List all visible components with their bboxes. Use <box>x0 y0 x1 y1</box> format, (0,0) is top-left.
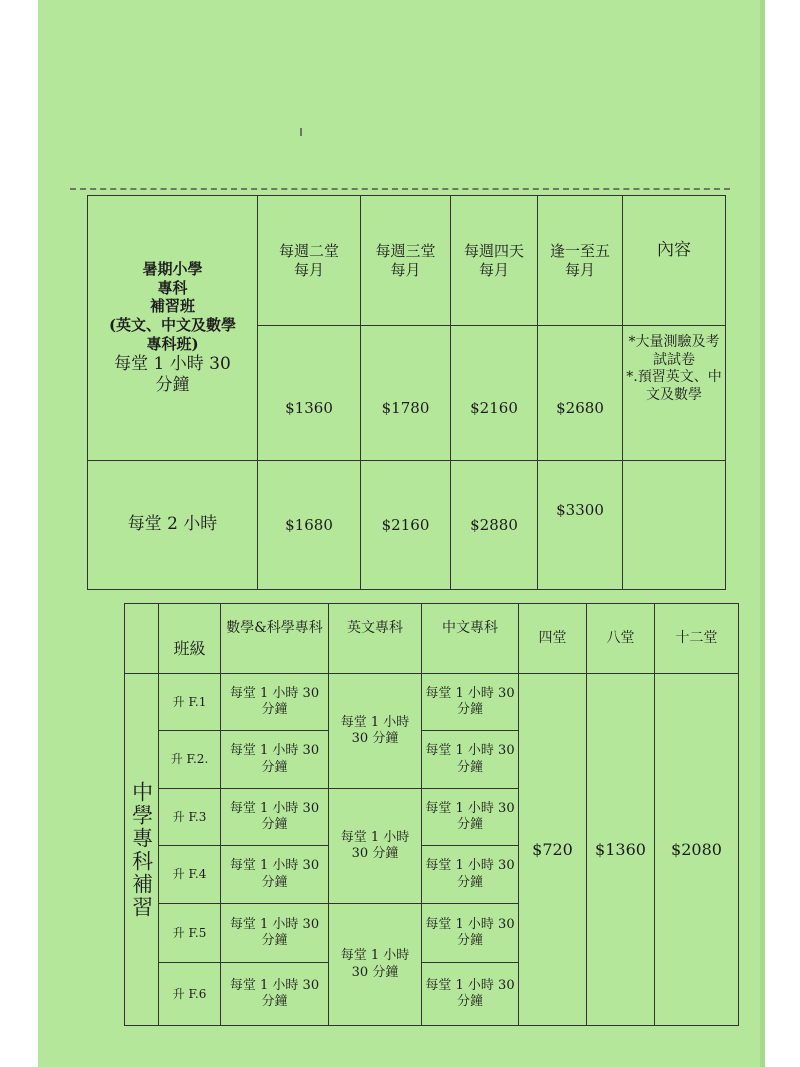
math-lesson-cell: 每堂 1 小時 30 分鐘 <box>221 789 329 846</box>
math-lesson-cell: 每堂 1 小時 30 分鐘 <box>221 904 329 963</box>
side-label <box>125 674 159 1026</box>
header-line: 每週三堂 <box>375 241 436 260</box>
chinese-lesson-cell: 每堂 1 小時 30 分鐘 <box>422 904 519 963</box>
header-line: 逢一至五 <box>549 241 610 260</box>
course-title-cell <box>88 196 258 461</box>
math-lesson-cell: 每堂 1 小時 30 分鐘 <box>221 731 329 789</box>
header-math-science: 數學&科學專科 <box>221 604 329 674</box>
course-title-line: 暑期小學 <box>142 259 203 278</box>
price-cell: $1780 <box>361 326 451 461</box>
price-twelve-lessons: $2080 <box>655 674 739 1026</box>
price-cell: $3300 <box>538 461 623 590</box>
english-lesson-cell: 每堂 1 小時 30 分鐘 <box>329 904 422 1026</box>
corner-cell <box>125 604 159 674</box>
header-line: 每月 <box>564 260 595 279</box>
header-four-lessons: 四堂 <box>519 604 587 674</box>
header-twice-weekly <box>258 196 361 326</box>
math-lesson-cell: 每堂 1 小時 30 分鐘 <box>221 963 329 1026</box>
pen-mark <box>300 128 302 136</box>
primary-summer-fee-table <box>87 195 726 590</box>
content-cell <box>623 326 726 461</box>
course-title-line: 補習班 <box>149 297 195 316</box>
header-line: 每月 <box>390 260 421 279</box>
price-cell: $2680 <box>538 326 623 461</box>
grade-cell: 升 F.1 <box>159 674 221 731</box>
math-lesson-cell: 每堂 1 小時 30 分鐘 <box>221 846 329 904</box>
dashed-cut-line <box>70 188 730 190</box>
grade-cell: 升 F.5 <box>159 904 221 963</box>
course-title-line: 專科班) <box>146 334 199 353</box>
header-eight-lessons: 八堂 <box>587 604 655 674</box>
header-twelve-lessons: 十二堂 <box>655 604 739 674</box>
grade-cell: 升 F.2. <box>159 731 221 789</box>
duration-row1-label: 每堂 1 小時 30 分鐘 <box>114 353 231 395</box>
side-label-text: 中學專科補習 <box>129 780 154 919</box>
grade-cell: 升 F.4 <box>159 846 221 904</box>
duration-row2-label: 每堂 2 小時 <box>88 461 258 590</box>
header-four-weekly <box>451 196 538 326</box>
chinese-lesson-cell: 每堂 1 小時 30 分鐘 <box>422 731 519 789</box>
math-lesson-cell: 每堂 1 小時 30 分鐘 <box>221 674 329 731</box>
header-line: 每週二堂 <box>278 241 339 260</box>
header-line: 每月 <box>478 260 509 279</box>
course-title-line: 專科 <box>157 278 188 297</box>
secondary-tutoring-fee-table <box>124 603 739 1026</box>
course-title-line: (英文、中文及數學 <box>108 316 237 335</box>
price-cell: $1680 <box>258 461 361 590</box>
header-three-weekly <box>361 196 451 326</box>
chinese-lesson-cell: 每堂 1 小時 30 分鐘 <box>422 963 519 1026</box>
chinese-lesson-cell: 每堂 1 小時 30 分鐘 <box>422 674 519 731</box>
paper-edge <box>760 0 765 1067</box>
chinese-lesson-cell: 每堂 1 小時 30 分鐘 <box>422 846 519 904</box>
header-line: 每週四天 <box>463 241 524 260</box>
header-chinese: 中文專科 <box>422 604 519 674</box>
price-cell: $2160 <box>361 461 451 590</box>
price-cell: $2160 <box>451 326 538 461</box>
header-english: 英文專科 <box>329 604 422 674</box>
price-cell: $1360 <box>258 326 361 461</box>
price-four-lessons: $720 <box>519 674 587 1026</box>
grade-cell: 升 F.3 <box>159 789 221 846</box>
price-eight-lessons: $1360 <box>587 674 655 1026</box>
header-content: 內容 <box>623 196 726 326</box>
english-lesson-cell: 每堂 1 小時 30 分鐘 <box>329 674 422 789</box>
chinese-lesson-cell: 每堂 1 小時 30 分鐘 <box>422 789 519 846</box>
empty-content-cell <box>623 461 726 590</box>
header-grade: 班級 <box>159 604 221 674</box>
header-mon-to-fri <box>538 196 623 326</box>
english-lesson-cell: 每堂 1 小時 30 分鐘 <box>329 789 422 904</box>
content-text: *大量測驗及考試試卷 *.預習英文、中文及數學 <box>626 334 722 403</box>
grade-cell: 升 F.6 <box>159 963 221 1026</box>
price-cell: $2880 <box>451 461 538 590</box>
header-line: 每月 <box>293 260 324 279</box>
